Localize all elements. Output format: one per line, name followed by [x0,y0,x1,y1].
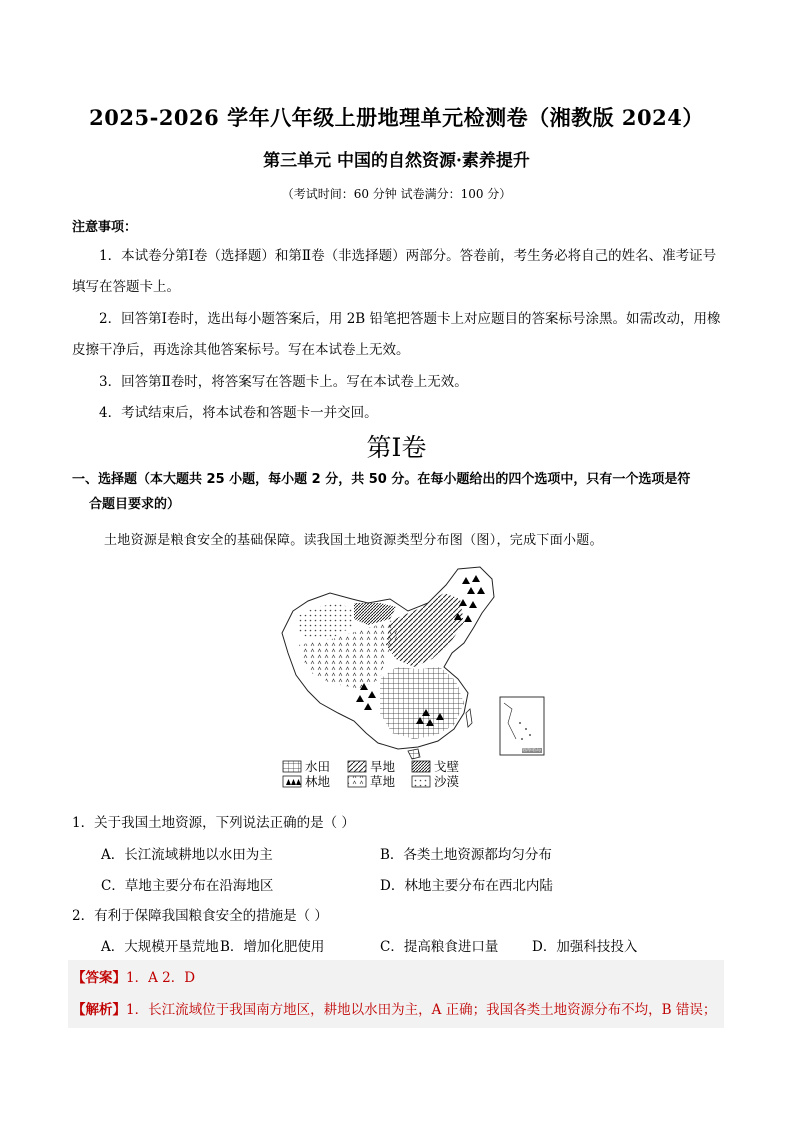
legend-label-grass: 草地 [370,774,396,789]
question-2-option-d[interactable]: D．加强科技投入 [532,939,638,955]
section-heading-line1: 一、选择题（本大题共 25 小题，每小题 2 分，共 50 分。在每小题给出的四个选项中，只有一个选项是符 [72,472,691,487]
question-intro: 土地资源是粮食安全的基础保障。读我国土地资源类型分布图（图），完成下面小题。 [104,533,603,548]
unit-subtitle: 第三单元 中国的自然资源·素养提升 [263,151,530,171]
inset-label: 南海诸岛 [521,747,542,753]
question-2-option-c[interactable]: C．提高粮食进口量 [380,939,499,955]
legend-label-dry: 旱地 [370,759,396,774]
taiwan-island [466,709,472,727]
legend-swatch-paddy [283,761,301,772]
section-heading [72,467,726,517]
legend-swatch-gobi [412,761,430,772]
notice-item: 2．回答第Ⅰ卷时，选出每小题答案后，用 2B 铅笔把答题卡上对应题目的答案标号涂黑。如需改动，用橡皮擦干净后，再选涂其他答案标号。写在本试卷上无效。 [72,311,721,358]
question-1-option-a[interactable]: A．长江流域耕地以水田为主 [101,847,273,863]
notice-heading: 注意事项： [72,220,138,235]
analysis-text: 1．长江流域位于我国南方地区，耕地以水田为主，A 正确；我国各类土地资源分布不均，B 错误； [126,1002,717,1018]
question-1-option-b[interactable]: B．各类土地资源都均匀分布 [380,847,552,863]
analysis-label: 【解析】 [72,1002,126,1018]
legend-label-forest: 林地 [305,774,331,789]
answer-text: 1．A 2．D [126,970,196,986]
question-1-option-d[interactable]: D．林地主要分布在西北内陆 [380,878,553,894]
legend-label-paddy: 水田 [305,759,331,774]
question-2-stem: 2．有利于保障我国粮食安全的措施是（ ） [72,908,328,924]
part-one-heading: 第Ⅰ卷 [366,433,427,462]
answer-line [72,966,195,986]
land-resource-map [268,563,558,795]
hainan-island [408,749,420,759]
exam-info: （考试时间：60 分钟 试卷满分：100 分） [281,187,512,201]
question-1-stem: 1．关于我国土地资源，下列说法正确的是（ ） [72,815,355,831]
answer-label: 【答案】 [72,970,126,986]
question-1-option-c[interactable]: C．草地主要分布在沿海地区 [101,878,274,894]
legend-label-gobi: 戈壁 [434,759,460,774]
notice-item: 1．本试卷分第Ⅰ卷（选择题）和第Ⅱ卷（非选择题）两部分。答卷前，考生务必将自己的姓名、准考证号填写在答题卡上。 [72,248,717,295]
notice-item: 3．回答第Ⅱ卷时，将答案写在答题卡上。写在本试卷上无效。 [99,374,468,390]
section-heading-line2: 合题目要求的） [89,497,181,512]
analysis-line [72,998,724,1018]
notice-item: 4．考试结束后，将本试卷和答题卡一并交回。 [99,405,378,421]
question-2-option-b[interactable]: B．增加化肥使用 [220,939,325,955]
exam-title: 2025-2026 学年八年级上册地理单元检测卷（湘教版 2024） [89,105,704,130]
legend-swatch-dry [348,761,366,772]
legend-swatch-grass [348,776,366,787]
legend-label-desert: 沙漠 [434,774,460,789]
legend-swatch-desert [412,776,430,787]
question-2-option-a[interactable]: A．大规模开垦荒地 [101,939,219,955]
